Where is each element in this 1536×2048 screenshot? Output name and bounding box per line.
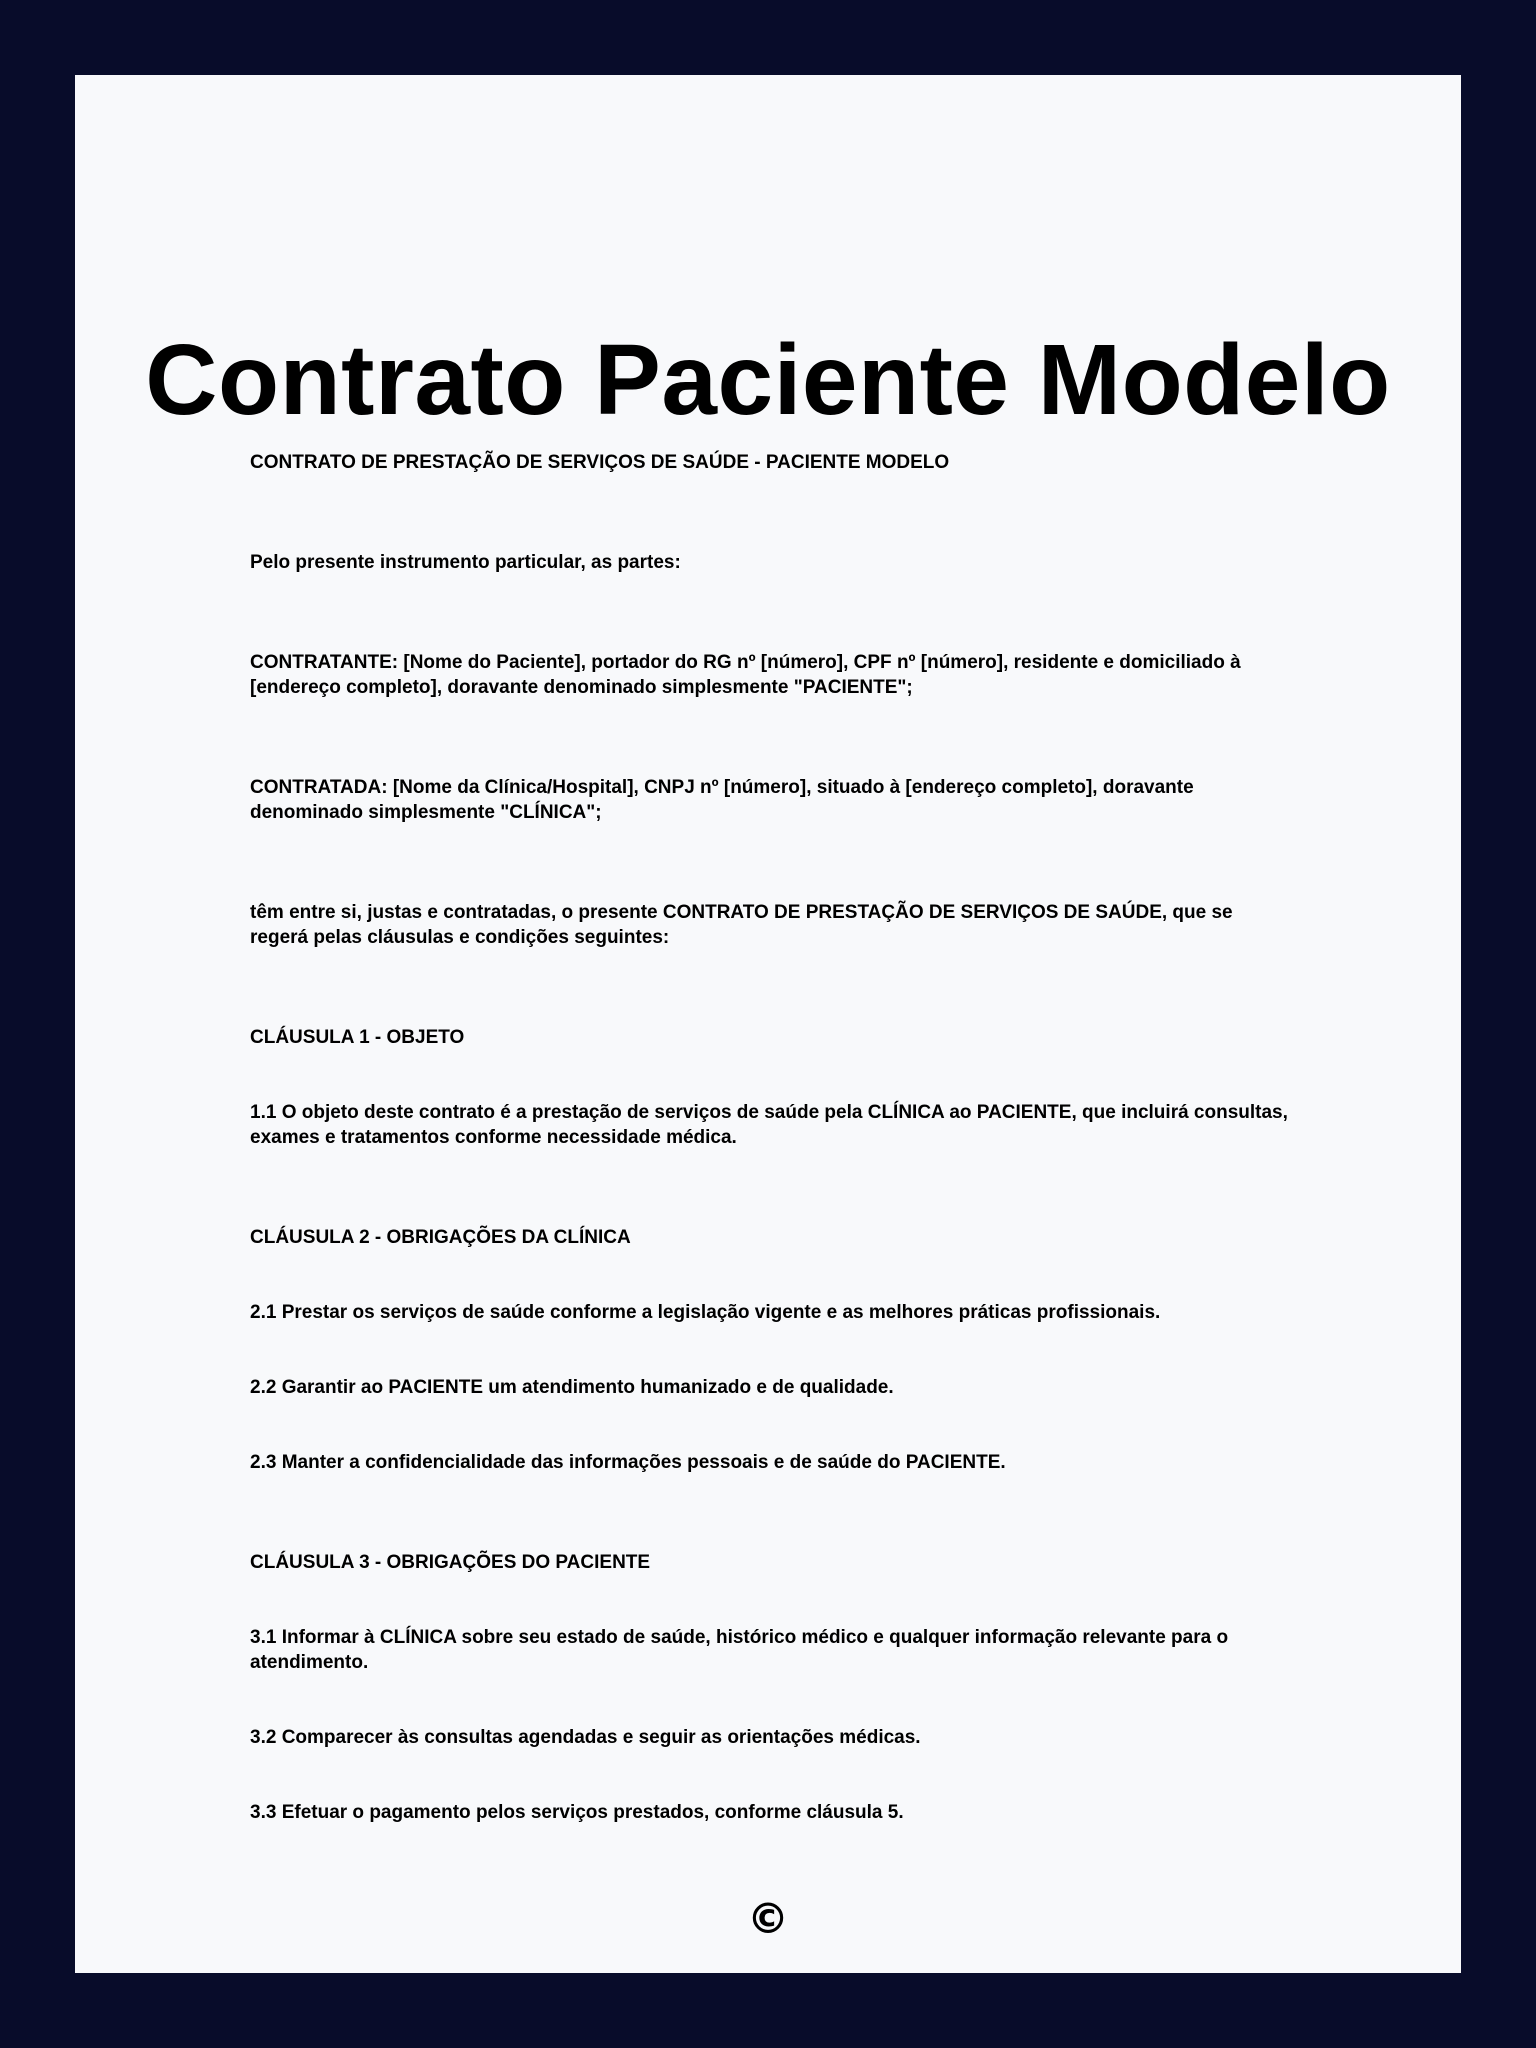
copyright-icon: © bbox=[747, 1894, 789, 1943]
clause-1-1: 1.1 O objeto deste contrato é a prestação de serviços de saúde pela CLÍNICA ao PACIENTE, que incluirá consultas, exames e tratamentos conforme necessidade médica. bbox=[250, 1102, 1288, 1148]
clause-2-3: 2.3 Manter a confidencialidade das informações pessoais e de saúde do PACIENTE. bbox=[250, 1452, 1006, 1473]
clause-2-1: 2.1 Prestar os serviços de saúde conforme a legislação vigente e as melhores práticas profissionais. bbox=[250, 1302, 1161, 1323]
clause-3-1: 3.1 Informar à CLÍNICA sobre seu estado de saúde, histórico médico e qualquer informação relevante para o atendimento. bbox=[250, 1627, 1229, 1673]
clause-3-heading: CLÁUSULA 3 - OBRIGAÇÕES DO PACIENTE bbox=[250, 1552, 651, 1573]
intro-paragraph: Pelo presente instrumento particular, as partes: bbox=[250, 552, 681, 573]
contract-heading: CONTRATO DE PRESTAÇÃO DE SERVIÇOS DE SAÚDE - PACIENTE MODELO bbox=[250, 452, 950, 473]
document-page bbox=[75, 75, 1461, 1973]
document-title: Contrato Paciente Modelo bbox=[145, 324, 1391, 436]
agreement-paragraph: têm entre si, justas e contratadas, o presente CONTRATO DE PRESTAÇÃO DE SERVIÇOS DE SAÚDE, que se regerá pelas cláusulas e condições seguintes: bbox=[250, 902, 1233, 948]
contratada-paragraph: CONTRATADA: [Nome da Clínica/Hospital], CNPJ nº [número], situado à [endereço completo], doravante denominado simplesmente "CLÍNICA"; bbox=[250, 777, 1194, 823]
clause-1-heading: CLÁUSULA 1 - OBJETO bbox=[250, 1027, 465, 1048]
clause-3-3: 3.3 Efetuar o pagamento pelos serviços prestados, conforme cláusula 5. bbox=[250, 1802, 904, 1823]
contratante-paragraph: CONTRATANTE: [Nome do Paciente], portador do RG nº [número], CPF nº [número], residente e domiciliado à [endereço completo], doravante denominado simplesmente "PACIENTE"; bbox=[250, 652, 1241, 698]
clause-2-heading: CLÁUSULA 2 - OBRIGAÇÕES DA CLÍNICA bbox=[250, 1227, 631, 1248]
clause-3-2: 3.2 Comparecer às consultas agendadas e seguir as orientações médicas. bbox=[250, 1727, 921, 1748]
clause-2-2: 2.2 Garantir ao PACIENTE um atendimento humanizado e de qualidade. bbox=[250, 1377, 894, 1398]
